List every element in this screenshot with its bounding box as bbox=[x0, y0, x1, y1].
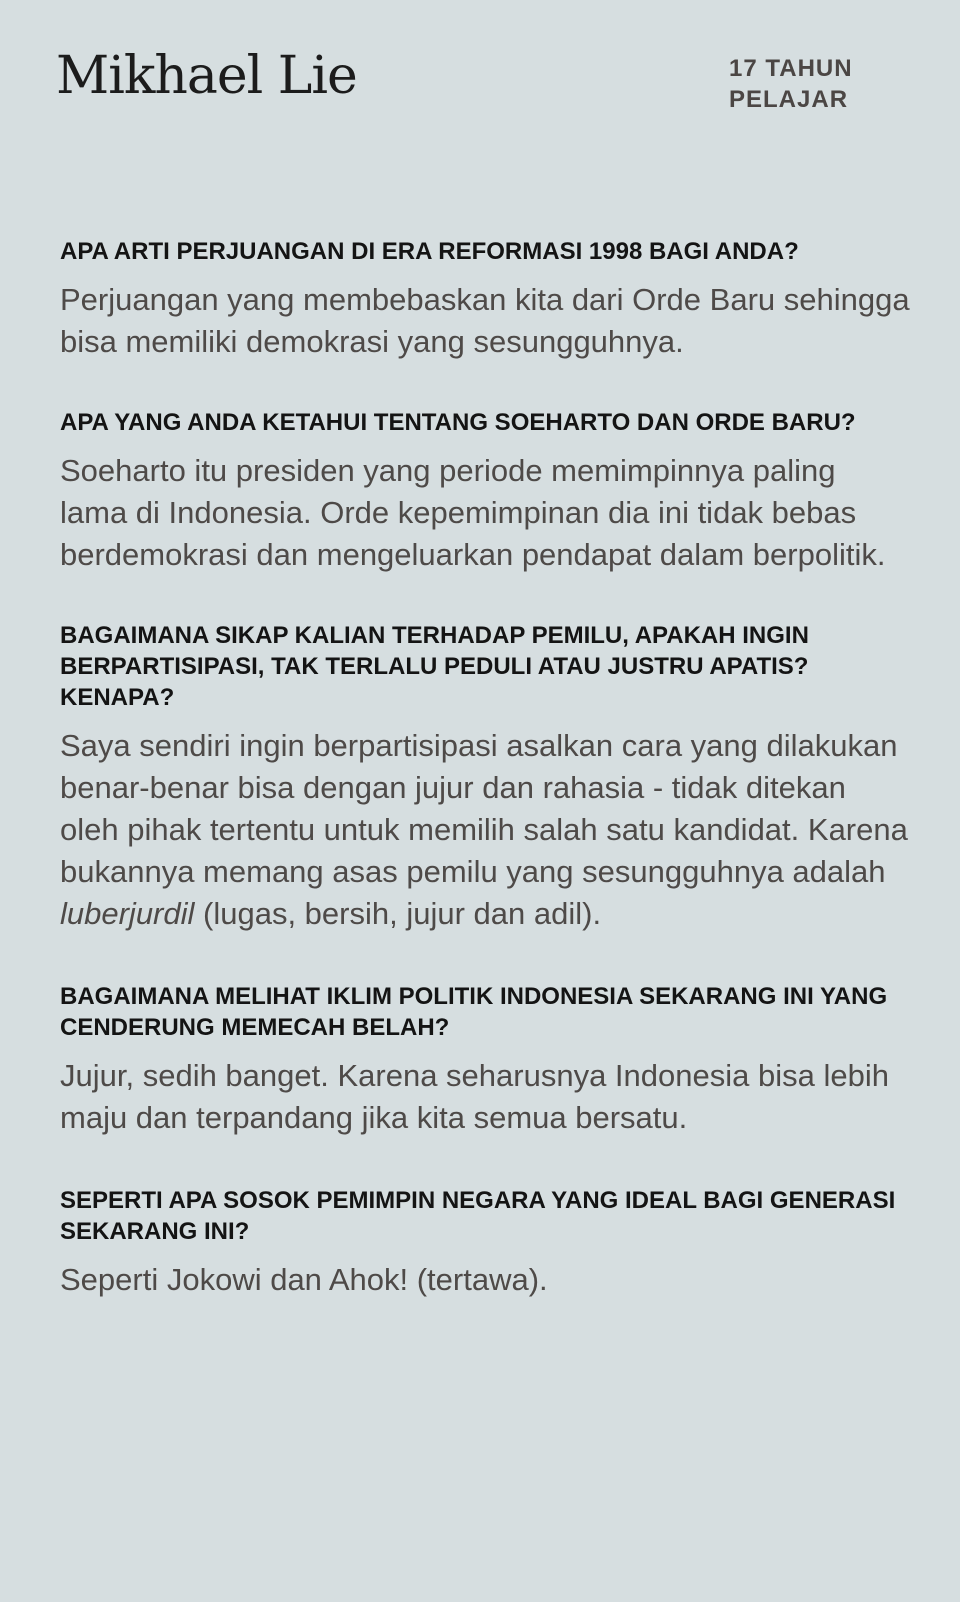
interviewee-age: 17 TAHUN bbox=[729, 55, 853, 82]
answer-3 bbox=[60, 725, 910, 935]
qa-item bbox=[60, 236, 910, 363]
qa-list bbox=[60, 236, 910, 1301]
answer-4: Jujur, sedih banget. Karena seharusnya Indonesia bisa lebih maju dan terpandang jika kita semua bersatu. bbox=[60, 1058, 889, 1135]
answer-3-emphasis: luberjurdil bbox=[60, 896, 195, 931]
answer-2: Soeharto itu presiden yang periode memimpinnya paling lama di Indonesia. Orde kepemimpinan dia ini tidak bebas berdemokrasi dan mengeluarkan pendapat dalam berpolitik. bbox=[60, 453, 886, 572]
answer-3-text-after: (lugas, bersih, jujur dan adil). bbox=[194, 896, 602, 931]
qa-item bbox=[60, 407, 910, 576]
question-3: BAGAIMANA SIKAP KALIAN TERHADAP PEMILU, APAKAH INGIN BERPARTISIPASI, TAK TERLALU PEDULI ATAU JUSTRU APATIS? KENAPA? bbox=[60, 622, 809, 711]
question-5: SEPERTI APA SOSOK PEMIMPIN NEGARA YANG IDEAL BAGI GENERASI SEKARANG INI? bbox=[60, 1187, 896, 1245]
interviewee-meta bbox=[729, 53, 853, 115]
qa-item bbox=[60, 620, 910, 935]
answer-1: Perjuangan yang membebaskan kita dari Orde Baru sehingga bisa memiliki demokrasi yang sesungguhnya. bbox=[60, 282, 910, 359]
qa-item bbox=[60, 981, 910, 1139]
interviewee-occupation: PELAJAR bbox=[729, 86, 849, 113]
question-2: APA YANG ANDA KETAHUI TENTANG SOEHARTO DAN ORDE BARU? bbox=[60, 409, 856, 436]
question-4: BAGAIMANA MELIHAT IKLIM POLITIK INDONESIA SEKARANG INI YANG CENDERUNG MEMECAH BELAH? bbox=[60, 983, 888, 1041]
qa-item bbox=[60, 1185, 910, 1301]
answer-5: Seperti Jokowi dan Ahok! (tertawa). bbox=[60, 1262, 548, 1297]
answer-3-text-before: Saya sendiri ingin berpartisipasi asalkan cara yang dilakukan benar-benar bisa dengan jujur dan rahasia - tidak ditekan oleh pihak tertentu untuk memilih salah satu kandidat. Karena bukannya memang asas pemilu yang sesungguhnya adalah bbox=[60, 728, 908, 889]
interviewee-name: Mikhael Lie bbox=[56, 46, 357, 106]
question-1: APA ARTI PERJUANGAN DI ERA REFORMASI 1998 BAGI ANDA? bbox=[60, 238, 799, 265]
